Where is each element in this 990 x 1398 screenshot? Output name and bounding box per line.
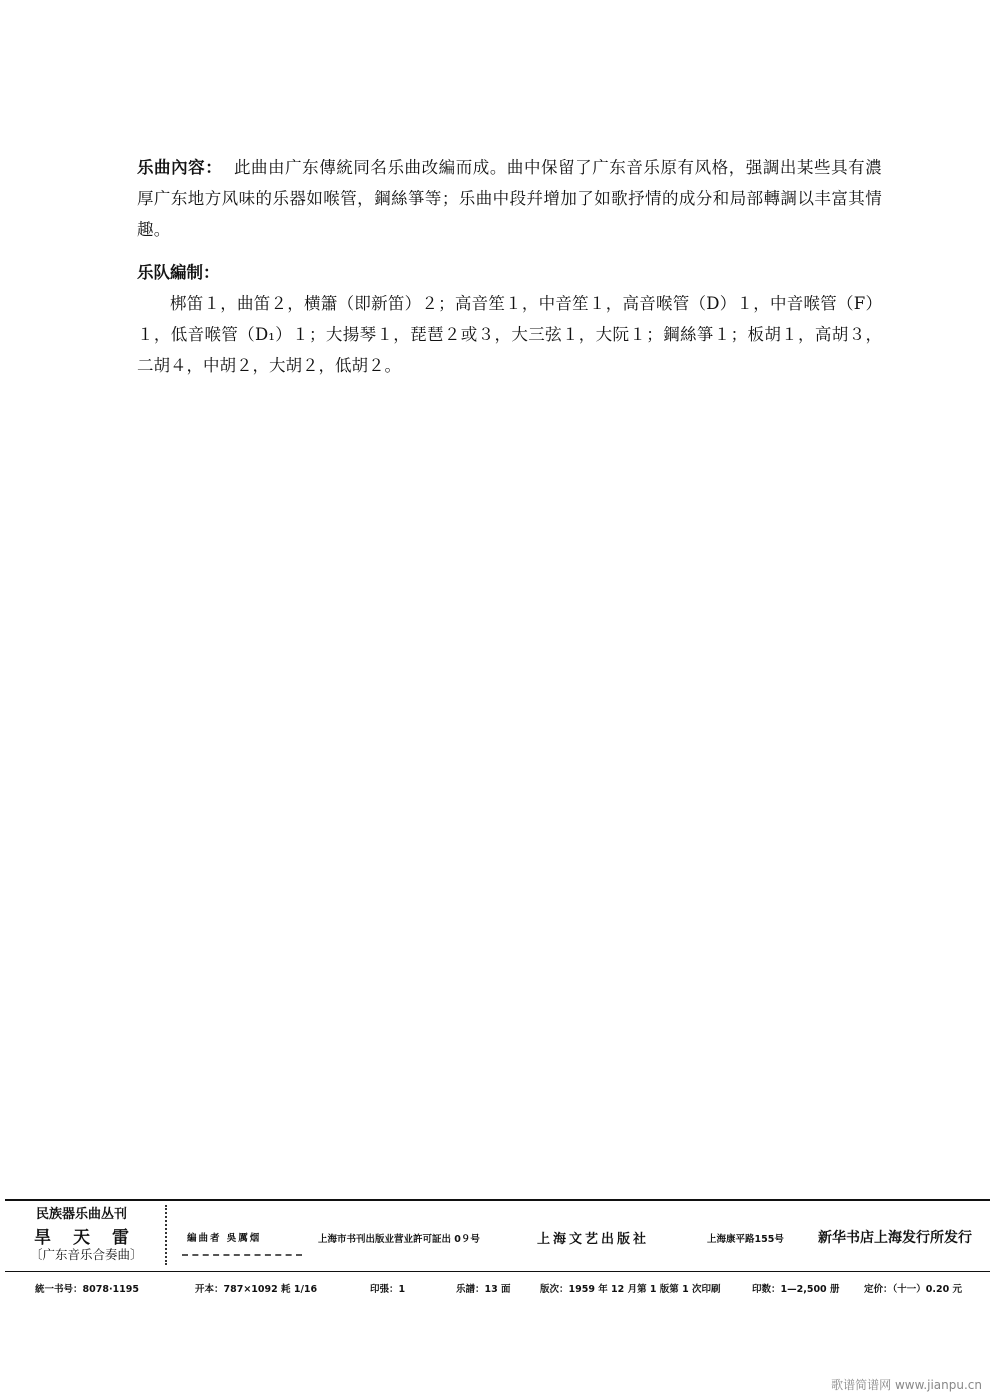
edition: 版次：1959 年 12 月第 1 版第 1 次印刷 bbox=[540, 1284, 721, 1295]
publisher-address: 上海康平路155号 bbox=[707, 1234, 784, 1245]
license-number: 上海市书刊出版业营业許可証出 0９号 bbox=[318, 1234, 480, 1245]
music-text: 此曲由广东傳統同名乐曲改編而成。曲中保留了广东音乐原有风格，强調出某些具有濃厚广东地方风味的乐器如喉管，鋼絲箏等；乐曲中段幷增加了如歌抒情的成分和局部轉調以丰富其情趣。 bbox=[137, 158, 883, 239]
book-subtitle: 〔广东音乐合奏曲〕 bbox=[30, 1247, 143, 1262]
dash-divider bbox=[182, 1254, 302, 1256]
music-description bbox=[137, 152, 882, 245]
price: 定价：（十一）0.20 元 bbox=[864, 1284, 962, 1295]
book-title: 旱天雷 bbox=[34, 1228, 151, 1248]
colophon bbox=[0, 1203, 990, 1271]
music-label: 乐曲內容： bbox=[137, 158, 223, 177]
main-content bbox=[137, 152, 882, 381]
publication-info bbox=[0, 1281, 990, 1297]
distributor: 新华书店上海发行所发行 bbox=[818, 1230, 972, 1246]
series-name: 民族器乐曲丛刊 bbox=[36, 1207, 128, 1222]
pages: 乐譜：13 面 bbox=[456, 1284, 511, 1295]
divider bbox=[165, 1205, 169, 1265]
arranger: 編曲者 吳厲烟 bbox=[187, 1233, 262, 1244]
orchestra-heading: 乐队編制： bbox=[137, 263, 220, 282]
watermark: 歌谱简谱网 www.jianpu.cn bbox=[831, 1378, 982, 1392]
format: 开本：787×1092 耗 1/16 bbox=[195, 1284, 318, 1295]
print-sheets: 印張：1 bbox=[370, 1284, 406, 1295]
colophon-top-rule bbox=[5, 1199, 990, 1201]
orchestra-text: 梆笛１，曲笛２，横簫（即新笛）２；高音笙１，中音笙１，高音喉管（D）１，中音喉管（F）１，低音喉管（D₁）１；大揚琴１，琵琶２或３，大三弦１，大阮１；鋼絲箏１；板胡１，高胡３，二胡４，中胡２，大胡２，低胡２。 bbox=[137, 294, 882, 375]
print-run: 印数：1—2,500 册 bbox=[752, 1284, 840, 1295]
colophon-bottom-rule bbox=[5, 1271, 990, 1272]
book-number: 統一书号：8078·1195 bbox=[35, 1284, 139, 1295]
publisher: 上海文艺出版社 bbox=[537, 1232, 650, 1247]
